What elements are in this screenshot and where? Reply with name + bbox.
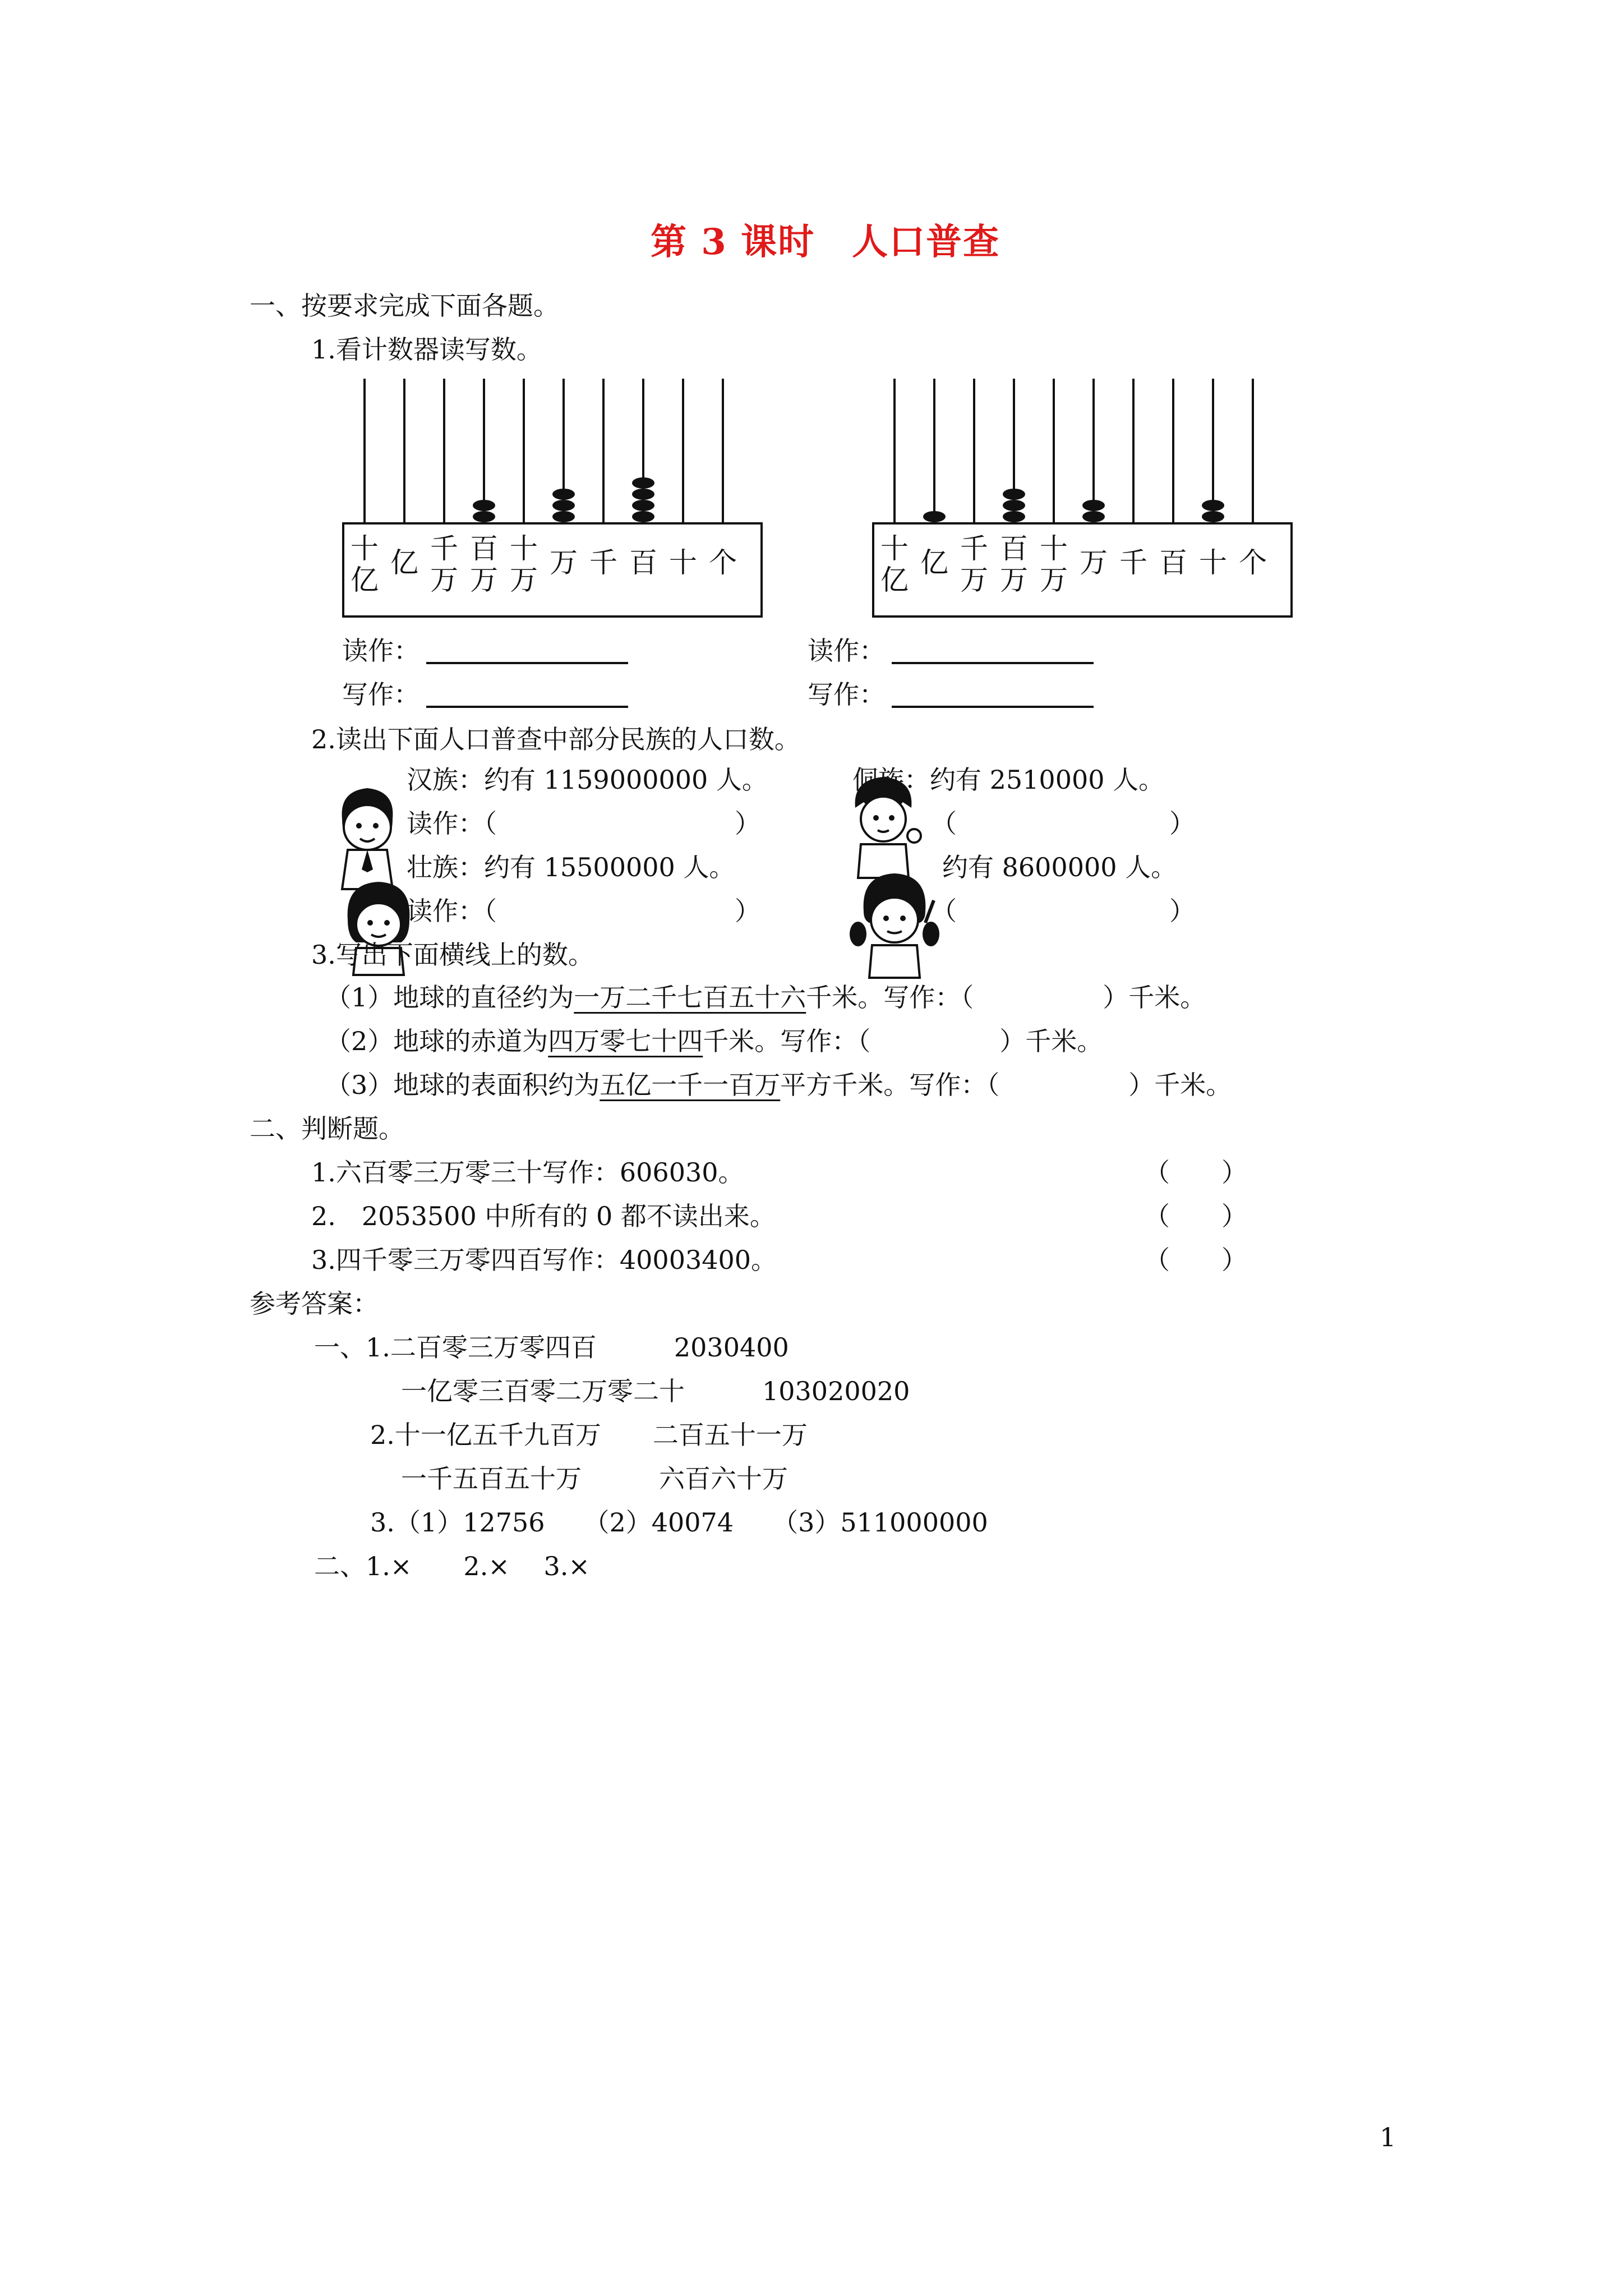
abacus-bead	[473, 500, 495, 511]
abacus-place-label: 十亿	[880, 532, 909, 596]
q3-item-1-underlined: 一万二千七百五十六	[574, 982, 806, 1013]
abacus-bead	[632, 511, 654, 522]
han-read-open: 读作：（	[407, 808, 497, 839]
han-read-close: ）	[735, 808, 760, 839]
judge-item-2: 2. 2053500 中所有的 0 都不读出来。	[311, 1201, 776, 1231]
zhuang-population: 壮族：约有 15500000 人。	[407, 852, 735, 882]
abacus-place-label: 百	[629, 546, 657, 579]
other-read-close: ）	[1169, 896, 1195, 926]
abacus-rod	[1172, 379, 1174, 523]
abacus-place-label: 百万	[1000, 532, 1028, 596]
girl-pointing-cartoon-icon	[841, 867, 942, 979]
dong-read-open: （	[931, 808, 957, 839]
answers-heading: 参考答案：	[250, 1289, 379, 1319]
abacus-place-label: 十亿	[351, 532, 379, 596]
q3-item-2	[325, 1024, 1103, 1058]
han-population: 汉族：约有 1159000000 人。	[407, 765, 768, 795]
judge-item-3: 3.四千零三万零四百写作：40003400。	[311, 1245, 777, 1275]
abacus-bead	[1003, 511, 1025, 522]
abacus-bead	[1003, 500, 1025, 511]
abacus-place-label: 亿	[920, 546, 948, 579]
q3-item-2-post: 千米。写作：（ ）千米。	[703, 1026, 1103, 1056]
q3-label: 3.写出下面横线上的数。	[311, 940, 594, 970]
abacus-bead	[632, 489, 654, 500]
q1-label: 1.看计数器读写数。	[311, 334, 542, 365]
abacus-right	[872, 379, 1293, 620]
abacus-rod	[1053, 379, 1055, 523]
other-population: 约有 8600000 人。	[942, 852, 1177, 882]
answer-line-2: 一亿零三百零二万零二十 103020020	[401, 1376, 910, 1406]
abacus-place-label: 千万	[430, 532, 458, 596]
abacus-place-label: 亿	[390, 546, 418, 579]
abacus-place-label: 万	[550, 546, 578, 579]
abacus-rod	[363, 379, 366, 523]
read-blank-left[interactable]	[426, 639, 628, 664]
read-blank-right[interactable]	[892, 639, 1094, 664]
q3-item-1-pre: （1）地球的直径约为	[325, 982, 574, 1013]
abacus-place-label: 百万	[470, 532, 498, 596]
abacus-rod	[602, 379, 605, 523]
abacus-place-label: 十	[1199, 546, 1227, 579]
section-1-heading: 一、按要求完成下面各题。	[250, 291, 559, 321]
abacus-bead	[473, 511, 495, 522]
abacus-bead	[552, 500, 575, 511]
abacus-place-label: 十万	[510, 532, 538, 596]
q3-item-2-underlined: 四万零七十四	[548, 1026, 703, 1056]
page-number: 1	[1380, 2122, 1396, 2152]
read-label-left: 读作：	[342, 636, 419, 666]
zhuang-read-open: 读作：（	[407, 896, 497, 926]
abacus-rod	[722, 379, 724, 523]
abacus-bead	[632, 500, 654, 511]
section-2-heading: 二、判断题。	[250, 1114, 404, 1144]
q3-item-3-underlined: 五亿一千一百万	[600, 1070, 781, 1100]
abacus-place-label: 个	[709, 546, 737, 579]
judge-item-1: 1.六百零三万零三十写作：606030。	[311, 1157, 744, 1188]
write-blank-right[interactable]	[892, 683, 1094, 708]
q3-item-2-pre: （2）地球的赤道为	[325, 1026, 548, 1056]
read-label-right: 读作：	[808, 636, 885, 666]
abacus-rod	[933, 379, 935, 523]
judge-paren-1[interactable]: （ ）	[1144, 1157, 1247, 1188]
abacus-place-label: 万	[1080, 546, 1108, 579]
abacus-bead	[552, 511, 575, 522]
q3-item-3-post: 平方千米。写作：（ ）千米。	[780, 1070, 1232, 1100]
abacus-rod	[403, 379, 405, 523]
abacus-rod	[523, 379, 525, 523]
abacus-bead	[552, 489, 575, 500]
page-title: 第 3 课时 人口普查	[651, 221, 1000, 263]
abacus-rod	[1252, 379, 1254, 523]
abacus-bead	[1082, 511, 1105, 522]
other-read-open: （	[931, 896, 957, 926]
abacus-bead	[1202, 511, 1224, 522]
abacus-place-label: 千	[1119, 546, 1147, 579]
answer-line-6: 二、1.× 2.× 3.×	[314, 1551, 590, 1581]
answer-line-4: 一千五百五十万 六百六十万	[401, 1464, 788, 1494]
judge-paren-2[interactable]: （ ）	[1144, 1201, 1247, 1231]
abacus-place-label: 十万	[1040, 532, 1068, 596]
abacus-rod	[1132, 379, 1135, 523]
q3-item-1	[325, 981, 1206, 1014]
write-label-left: 写作：	[342, 679, 419, 710]
dong-population: 侗族：约有 2510000 人。	[852, 765, 1165, 795]
abacus-bead	[1003, 489, 1025, 500]
abacus-rod	[682, 379, 684, 523]
abacus-bead	[632, 477, 654, 489]
abacus-place-label: 个	[1239, 546, 1267, 579]
abacus-rod	[973, 379, 975, 523]
answer-line-1: 一、1.二百零三万零四百 2030400	[314, 1332, 789, 1363]
q3-item-1-post: 千米。写作：（ ）千米。	[806, 982, 1206, 1013]
abacus-bead	[923, 511, 946, 522]
abacus-place-label: 十	[669, 546, 697, 579]
abacus-rod	[893, 379, 896, 523]
abacus-place-label: 百	[1159, 546, 1187, 579]
dong-read-close: ）	[1169, 808, 1195, 839]
answer-line-5: 3.（1）12756 （2）40074 （3）511000000	[370, 1507, 988, 1538]
abacus-place-label: 千万	[960, 532, 988, 596]
q2-label: 2.读出下面人口普查中部分民族的人口数。	[311, 724, 800, 754]
write-label-right: 写作：	[808, 679, 885, 710]
abacus-bead	[1082, 500, 1105, 511]
abacus-rod	[443, 379, 445, 523]
judge-paren-3[interactable]: （ ）	[1144, 1245, 1247, 1275]
abacus-place-label: 千	[589, 546, 617, 579]
write-blank-left[interactable]	[426, 683, 628, 708]
answer-line-3: 2.十一亿五千九百万 二百五十一万	[370, 1420, 808, 1450]
zhuang-read-close: ）	[735, 896, 760, 926]
q3-item-3-pre: （3）地球的表面积约为	[325, 1070, 600, 1100]
abacus-left	[342, 379, 763, 620]
abacus-bead	[1202, 500, 1224, 511]
q3-item-3	[325, 1068, 1232, 1102]
